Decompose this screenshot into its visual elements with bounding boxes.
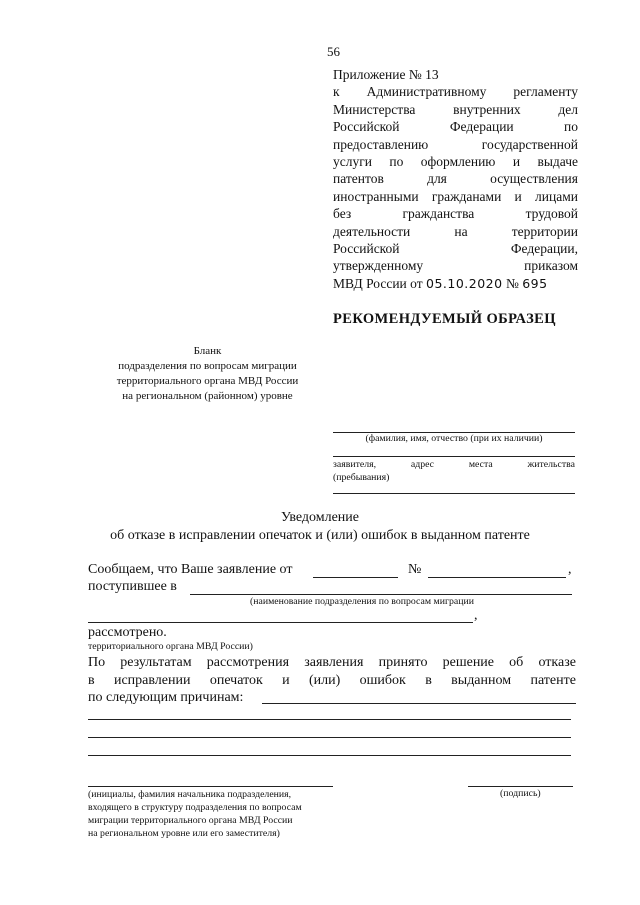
reasons-text: по следующим причинам:	[88, 690, 244, 705]
appendix-line	[333, 257, 578, 274]
blank-title: Бланк	[193, 345, 222, 357]
decision-word: ошибок	[359, 672, 406, 688]
signature-blank	[468, 786, 573, 787]
date-blank	[313, 577, 398, 578]
appendix-word: утвержденному	[333, 258, 424, 274]
appendix-word: осуществления	[490, 171, 578, 187]
letterhead-blank	[100, 344, 315, 404]
page-number: 56	[327, 44, 340, 59]
appendix-word: на	[454, 223, 468, 239]
appendix-word: по	[389, 154, 404, 170]
reasons-blank-3	[88, 737, 571, 738]
signature-caption: (подпись)	[500, 788, 541, 799]
appendix-header	[333, 66, 578, 292]
official-caption-line: (инициалы, фамилия начальника подразделения,	[88, 789, 292, 800]
appendix-word: иностранными	[333, 188, 419, 204]
appendix-line	[333, 101, 578, 118]
appendix-word: Федерации,	[510, 241, 578, 257]
appendix-word: гражданами	[431, 188, 502, 204]
appendix-word: Федерации	[449, 119, 514, 135]
appendix-word: по	[564, 119, 578, 135]
number-sign: №	[408, 562, 422, 577]
received-text: поступившее в	[88, 579, 177, 594]
applicant-caption	[333, 458, 575, 484]
appendix-word: деятельности	[333, 223, 411, 239]
appendix-word: к	[333, 84, 340, 100]
decision-word: результатам	[120, 655, 192, 670]
decision-word: заявления	[304, 655, 364, 670]
decision-word: патенте	[530, 672, 576, 688]
unit-caption: (наименование подразделения по вопросам миграции	[250, 596, 474, 607]
decision-word: (или)	[309, 672, 341, 688]
appendix-word: приказом	[524, 258, 578, 274]
order-number: 695	[522, 275, 548, 291]
decision-word: отказе	[538, 655, 576, 670]
appendix-line	[333, 153, 578, 170]
appendix-word: услуги	[333, 154, 372, 170]
decision-word: решение	[442, 655, 495, 670]
decision-word: и	[282, 672, 290, 688]
appendix-word: территории	[511, 223, 578, 239]
blank-line-2: территориального органа МВД России	[116, 375, 299, 387]
fio-caption: (фамилия, имя, отчество (при их наличии)	[365, 433, 543, 444]
applicant-caption-line-1	[333, 458, 575, 471]
reasons-blank-2	[88, 719, 571, 720]
decision-word: исправлении	[113, 672, 191, 688]
appendix-word: государственной	[481, 136, 578, 152]
appendix-line	[333, 170, 578, 187]
applicant-caption-line-2: (пребывания)	[333, 472, 390, 483]
appendix-line	[333, 118, 578, 135]
appendix-word: без	[333, 206, 352, 222]
order-number-label: №	[505, 275, 519, 291]
appendix-word: оформлению	[420, 154, 496, 170]
blank-line-1: подразделения по вопросам миграции	[118, 360, 297, 372]
notice-title: Уведомление	[280, 510, 359, 525]
appendix-word: и	[514, 188, 522, 204]
unit-comma: ,	[474, 608, 478, 623]
appendix-word: трудовой	[525, 206, 578, 222]
decision-word: выданном	[451, 672, 512, 688]
reasons-blank-4	[88, 755, 571, 756]
unit-blank	[88, 622, 473, 623]
appendix-lines	[333, 66, 578, 275]
decision-word: По	[88, 655, 106, 670]
appendix-word: гражданства	[402, 206, 475, 222]
appendix-line	[333, 240, 578, 257]
appendix-word: регламенту	[513, 84, 578, 100]
order-prefix: МВД России от	[333, 275, 423, 291]
appendix-word: лицами	[535, 188, 578, 204]
appendix-word: патентов	[333, 171, 384, 187]
appendix-word: и	[512, 154, 521, 170]
decision-word: об	[509, 655, 524, 670]
appendix-word: Российской	[333, 241, 400, 257]
appendix-line	[333, 205, 578, 222]
reasons-blank-1	[262, 703, 576, 704]
address-underline	[333, 493, 575, 494]
appendix-word: предоставлению	[333, 136, 429, 152]
reported-text: Сообщаем, что Ваше заявление от	[88, 562, 293, 577]
decision-word: рассмотрения	[206, 655, 290, 670]
appendix-line	[333, 223, 578, 240]
reviewed-caption: территориального органа МВД России)	[88, 641, 253, 652]
decision-line-2	[88, 672, 576, 690]
appendix-line	[333, 136, 578, 153]
blank-line-3: на региональном (районном) уровне	[122, 390, 293, 402]
official-caption	[88, 788, 368, 840]
caption-word: заявителя,	[333, 459, 377, 470]
appendix-word: дел	[558, 101, 578, 117]
number-blank	[428, 577, 566, 578]
reported-comma: ,	[568, 562, 572, 577]
caption-word: адрес	[410, 459, 435, 470]
recommended-sample-heading: РЕКОМЕНДУЕМЫЙ ОБРАЗЕЦ	[333, 311, 556, 327]
received-blank	[190, 594, 572, 595]
decision-word: опечаток	[209, 672, 263, 688]
appendix-word: Министерства	[333, 101, 416, 117]
reviewed-text: рассмотрено.	[88, 625, 167, 640]
decision-word: в	[88, 672, 95, 688]
decision-word: принято	[378, 655, 428, 670]
official-caption-line: на региональном уровне или его заместителя)	[88, 828, 280, 839]
appendix-word: для	[427, 171, 447, 187]
appendix-line	[333, 83, 578, 100]
appendix-word: Административному	[366, 84, 487, 100]
caption-word: жительства	[527, 459, 575, 470]
appendix-word: Приложение № 13	[333, 67, 439, 82]
official-name-blank	[88, 786, 333, 787]
appendix-word: внутренних	[453, 101, 521, 117]
fio-underline-2	[333, 456, 575, 457]
appendix-line	[333, 188, 578, 205]
appendix-line	[333, 66, 578, 83]
official-caption-line: миграции территориального органа МВД России	[88, 815, 293, 826]
decision-line-1	[88, 654, 576, 672]
appendix-word: Российской	[333, 119, 400, 135]
order-date: 05.10.2020	[426, 275, 503, 291]
reported-line	[88, 562, 293, 578]
appendix-order-line	[333, 275, 578, 292]
appendix-word: выдаче	[537, 154, 578, 170]
official-caption-line: входящего в структуру подразделения по вопросам	[88, 802, 302, 813]
notice-subtitle: об отказе в исправлении опечаток и (или) ошибок в выданном патенте	[110, 528, 530, 543]
caption-word: места	[468, 459, 493, 470]
decision-paragraph	[88, 654, 576, 707]
decision-word: в	[425, 672, 432, 688]
